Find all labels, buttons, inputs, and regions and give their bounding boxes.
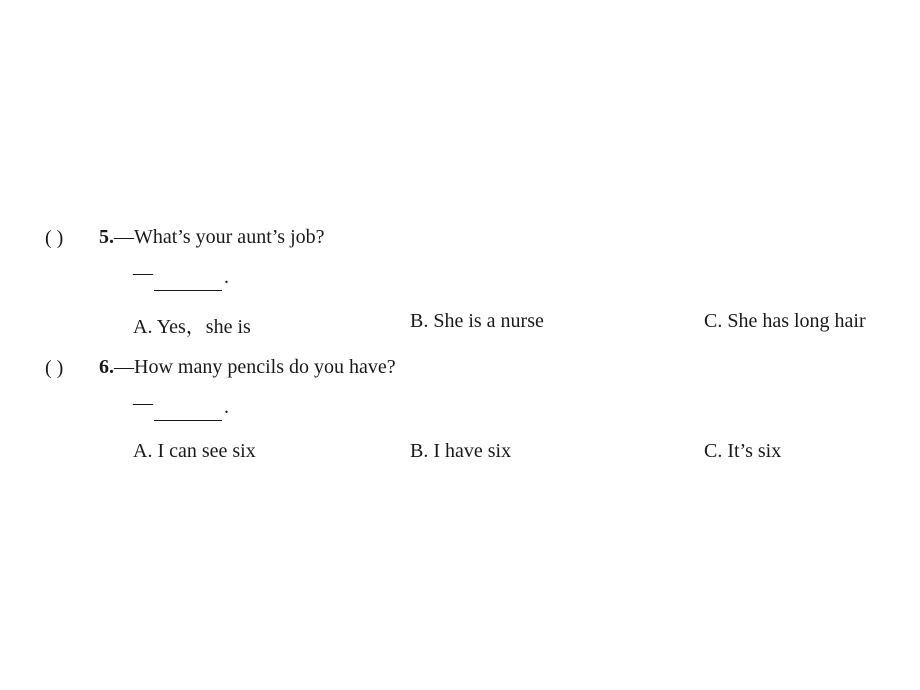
question-text: —What’s your aunt’s job? [114, 226, 325, 248]
question-number: 5. [99, 226, 114, 248]
option-a: A. Yes，she is [133, 316, 251, 338]
option-a: A. I can see six [133, 440, 256, 462]
question-stem [99, 226, 325, 249]
answer-period: . [224, 266, 229, 288]
option-b: B. I have six [410, 440, 512, 462]
answer-blank [154, 396, 222, 421]
option-c: C. She has long hair [704, 310, 866, 332]
answer-parentheses: ( ) [45, 357, 64, 379]
answer-parentheses: ( ) [45, 227, 64, 249]
answer-dash: — [133, 262, 153, 284]
question-5 [0, 222, 920, 342]
answer-dash: — [133, 392, 153, 414]
answer-blank-line [133, 262, 229, 294]
option-b: B. She is a nurse [410, 310, 544, 332]
answer-blank [154, 266, 222, 291]
option-c: C. It’s six [704, 440, 782, 462]
answer-blank-line [133, 392, 229, 424]
question-stem [99, 356, 396, 379]
question-6 [0, 352, 920, 472]
answer-period: . [224, 396, 229, 418]
question-number: 6. [99, 356, 114, 378]
question-text: —How many pencils do you have? [114, 356, 396, 378]
